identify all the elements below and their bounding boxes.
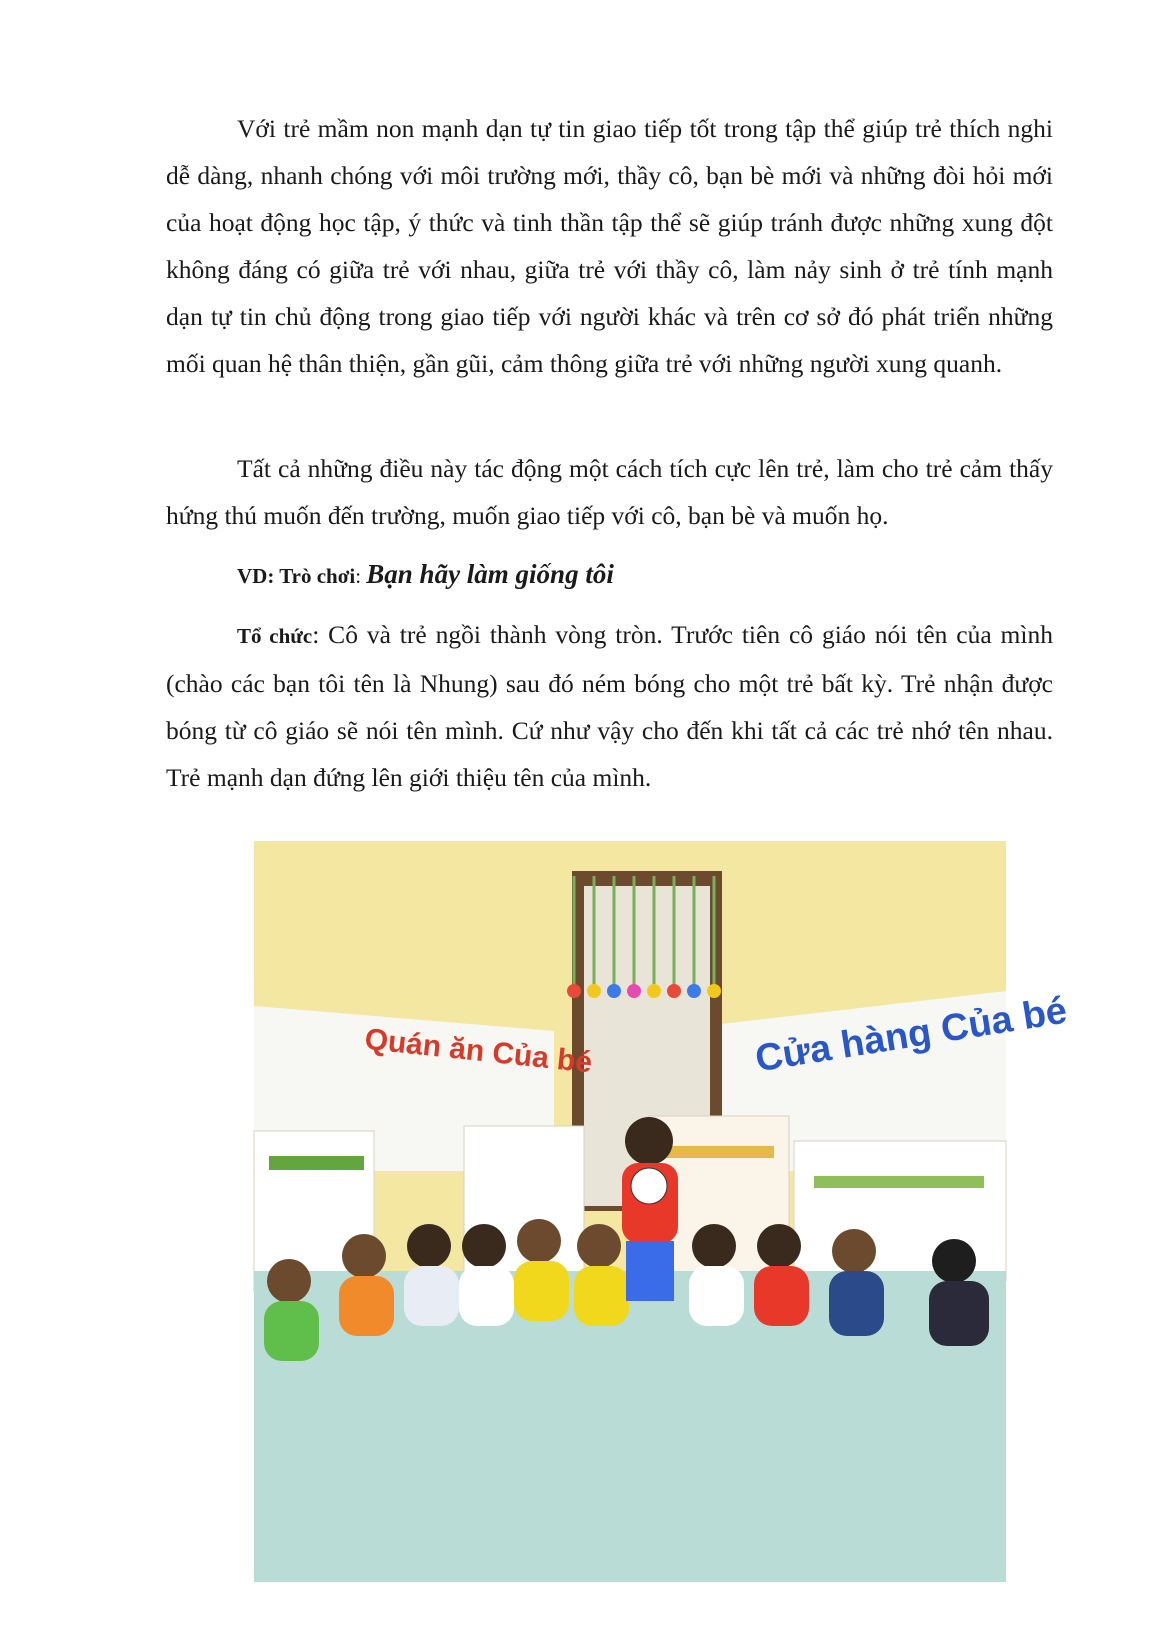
- paragraph-organization: [166, 611, 1053, 801]
- photo-sign-right: Cửa hàng Của bé: [752, 989, 1070, 1081]
- paragraph-effects: Tất cả những điều này tác động một cách tích cực lên trẻ, làm cho trẻ cảm thấy hứng thú muốn đến trường, muốn giao tiếp với cô, bạn bè và muốn họ.: [166, 454, 1053, 530]
- classroom-illustration: [254, 841, 1070, 1582]
- game-name: Bạn hãy làm giống tôi: [366, 559, 614, 589]
- example-separator: :: [355, 564, 362, 588]
- example-label: VD: Trò chơi: [237, 564, 356, 588]
- photo-sign-left: Quán ăn Của bé: [363, 1022, 594, 1080]
- classroom-photo: [254, 841, 1070, 1582]
- paragraph-intro: Với trẻ mầm non mạnh dạn tự tin giao tiếp tốt trong tập thể giúp trẻ thích nghi dễ dàng, nhanh chóng với môi trường mới, thầy cô, bạn bè mới và những đòi hỏi mới của hoạt động học tập, ý thức và tinh thần tập thể sẽ giúp tránh được những xung đột không đáng có giữa trẻ với nhau, giữa trẻ với thầy cô, làm nảy sinh ở trẻ tính mạnh dạn tự tin chủ động trong giao tiếp với người khác và trên cơ sở đó phát triển những mối quan hệ thân thiện, gần gũi, cảm thông giữa trẻ với những người xung quanh.: [166, 114, 1053, 378]
- example-heading: [237, 554, 614, 596]
- organization-text: : Cô và trẻ ngồi thành vòng tròn. Trước tiên cô giáo nói tên của mình (chào các bạn tôi tên là Nhung) sau đó ném bóng cho một trẻ bất kỳ. Trẻ nhận được bóng từ cô giáo sẽ nói tên mình. Cứ như vậy cho đến khi tất cả các trẻ nhớ tên nhau. Trẻ mạnh dạn đứng lên giới thiệu tên của mình.: [166, 620, 1053, 792]
- photo-ball: [631, 1168, 667, 1204]
- organization-label: Tổ chức: [237, 624, 313, 648]
